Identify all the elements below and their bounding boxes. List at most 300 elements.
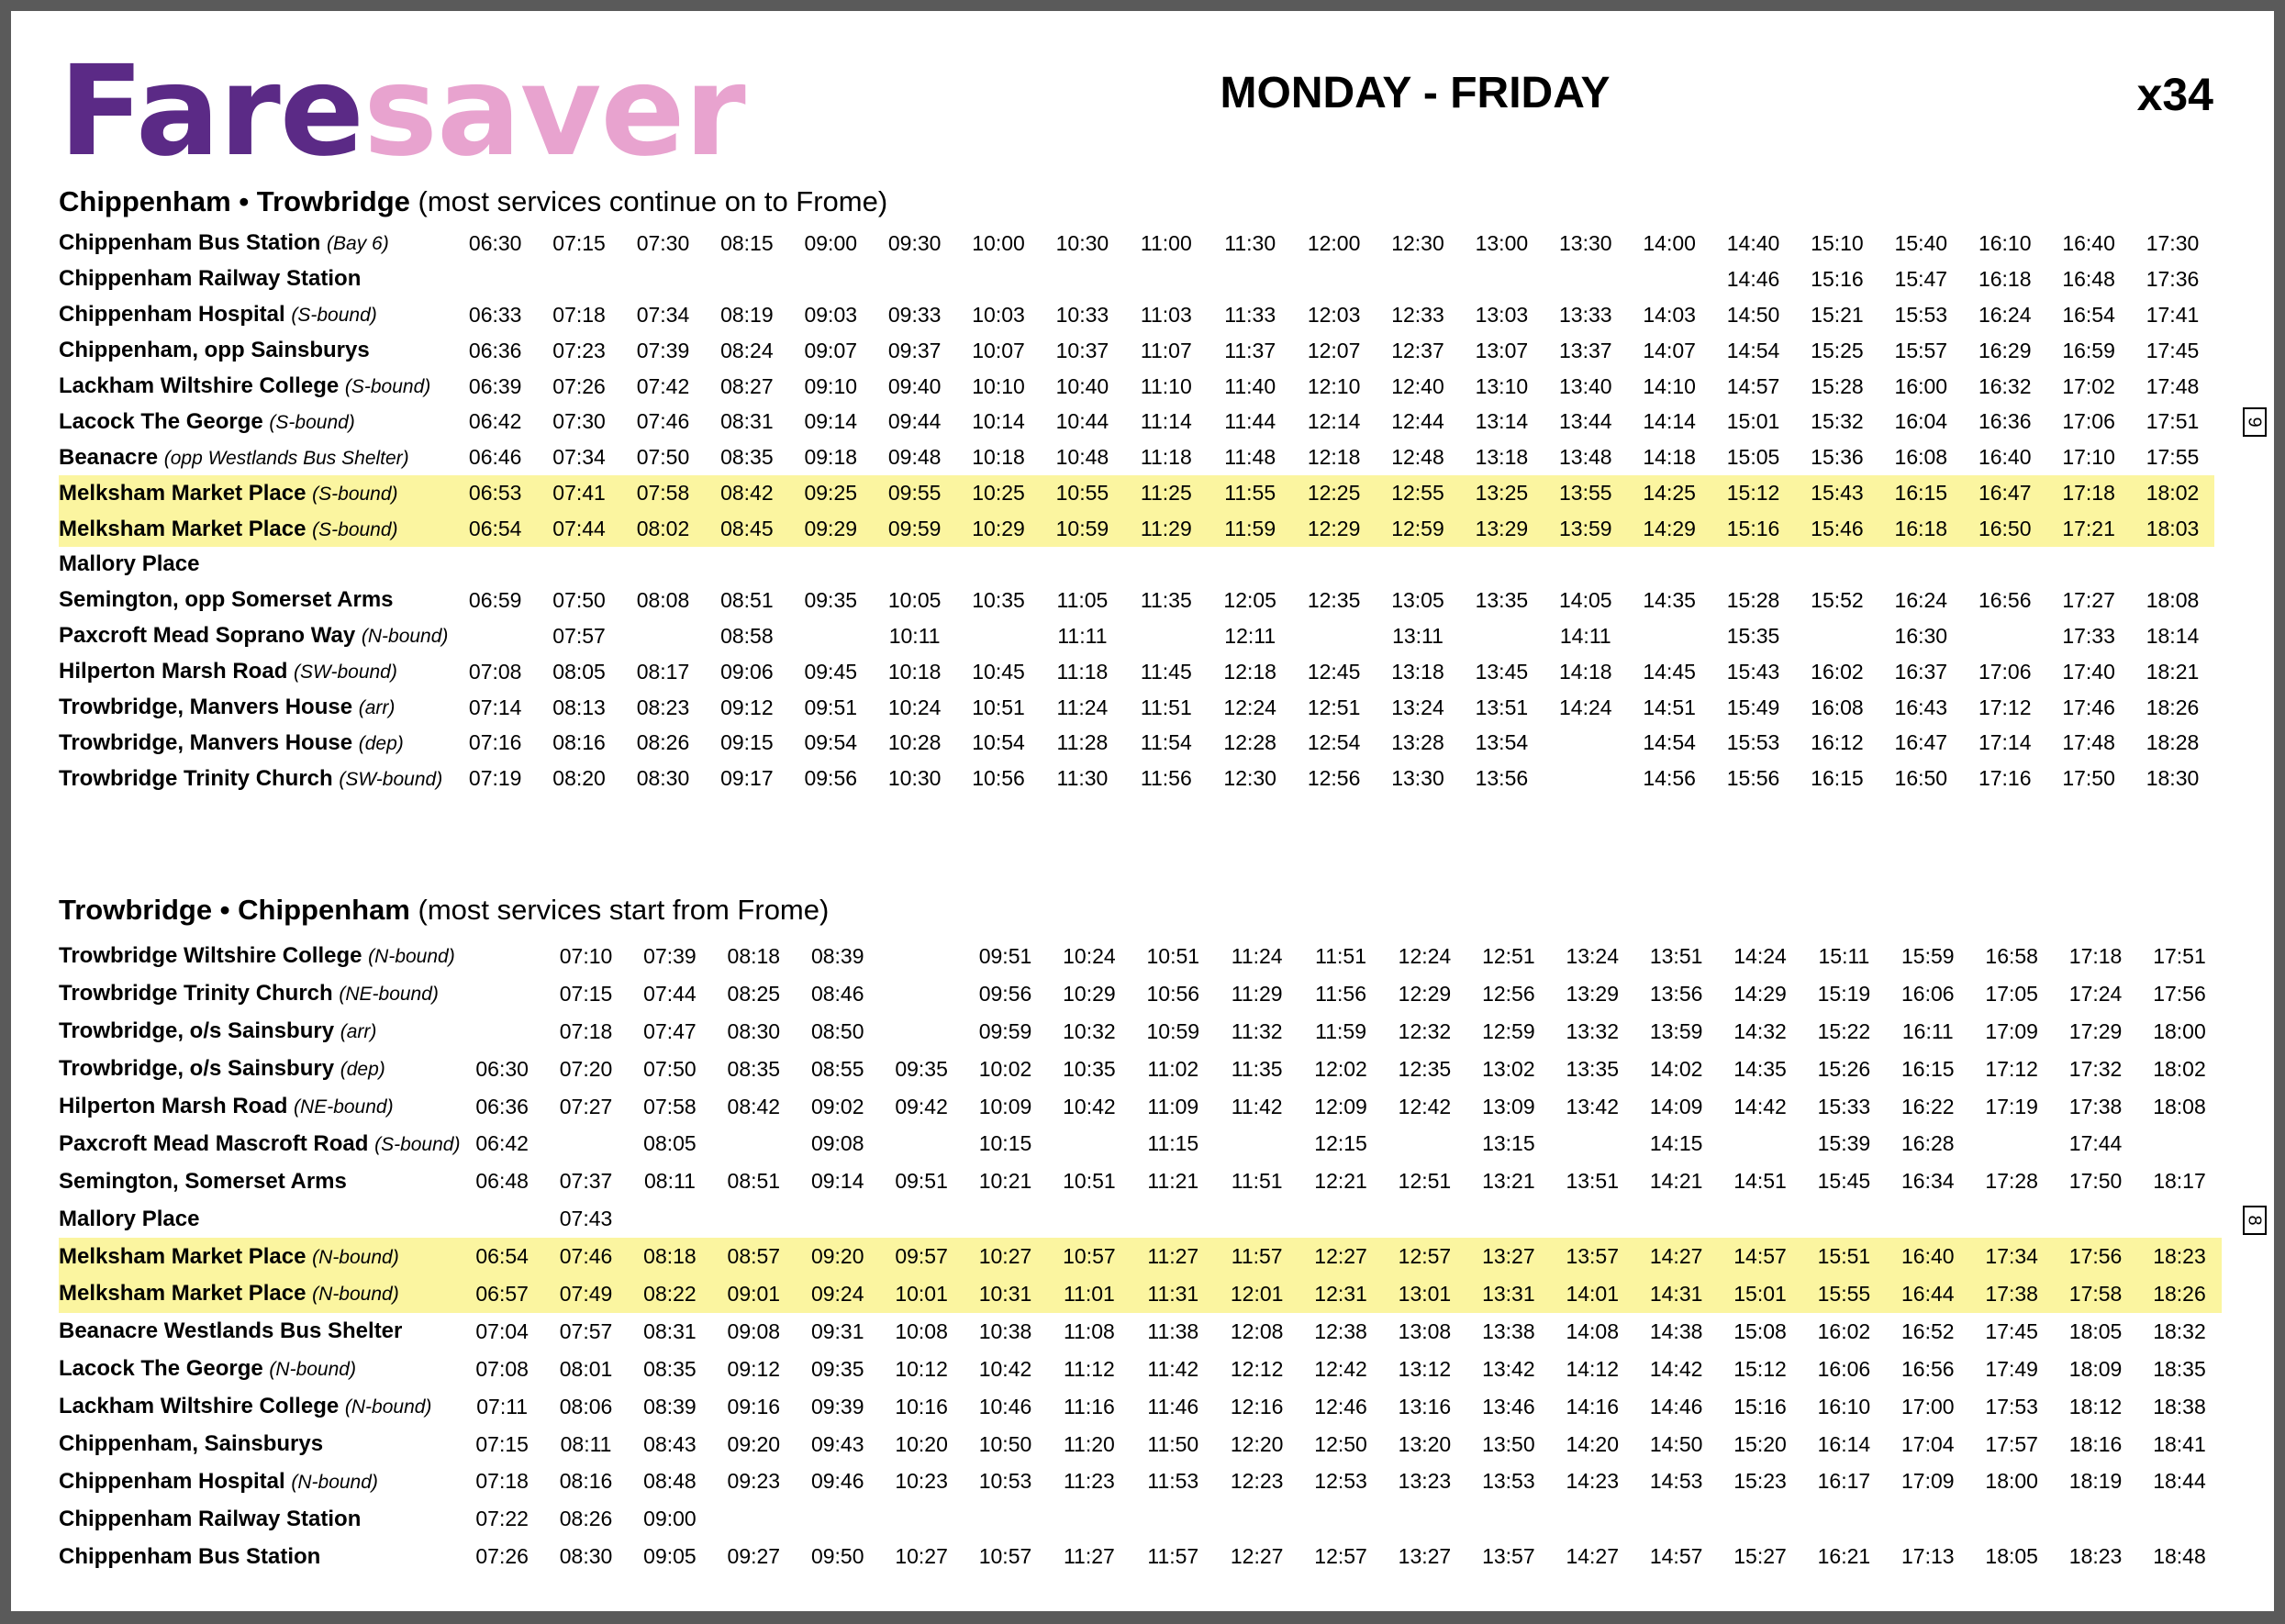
time-cell: 14:07 — [1643, 338, 1696, 362]
time-cell: 13:00 — [1475, 230, 1529, 255]
time-cell: 15:21 — [1811, 302, 1864, 327]
time-cell: 09:45 — [804, 659, 858, 684]
time-cell — [879, 1200, 963, 1238]
time-cell — [537, 547, 620, 583]
time-cell: 06:46 — [468, 445, 522, 470]
stop-cell — [59, 1275, 460, 1313]
page-tab-marker — [2243, 407, 2267, 437]
time-cell: 10:51 — [972, 695, 1025, 719]
time-cell: 10:42 — [1063, 1094, 1116, 1118]
time-cell: 14:27 — [1634, 1238, 1718, 1275]
timetable-row — [59, 1013, 2222, 1051]
time-cell: 13:30 — [1391, 766, 1444, 791]
time-cell: 18:28 — [2146, 730, 2200, 755]
time-cell: 13:48 — [1558, 445, 1612, 470]
time-cell: 16:15 — [1811, 766, 1864, 791]
time-cell: 07:30 — [636, 230, 690, 255]
time-cell: 13:35 — [1475, 587, 1529, 612]
time-cell: 08:35 — [720, 445, 774, 470]
time-cell: 12:15 — [1314, 1131, 1367, 1156]
time-cell — [460, 975, 543, 1013]
time-cell — [1292, 618, 1376, 654]
time-cell: 15:16 — [1711, 511, 1795, 547]
time-cell: 12:20 — [1230, 1431, 1284, 1456]
time-cell: 10:38 — [978, 1318, 1032, 1343]
timetable-row — [59, 1162, 2222, 1200]
time-cell — [712, 1500, 796, 1538]
time-cell: 09:08 — [810, 1131, 864, 1156]
time-cell: 07:47 — [643, 1018, 697, 1043]
time-cell: 15:10 — [1811, 230, 1864, 255]
time-cell: 13:16 — [1398, 1394, 1452, 1418]
time-cell: 16:50 — [1963, 511, 2046, 547]
time-cell: 13:57 — [1482, 1544, 1535, 1569]
stop-note: (N-bound) — [361, 626, 449, 648]
stop-cell — [59, 1051, 460, 1088]
time-cell: 09:20 — [727, 1431, 781, 1456]
time-cell: 13:12 — [1398, 1356, 1452, 1381]
time-cell: 16:32 — [1978, 373, 2032, 398]
time-cell — [1551, 1125, 1634, 1162]
time-cell: 11:46 — [1147, 1394, 1199, 1418]
time-cell: 16:24 — [1978, 302, 2032, 327]
time-cell: 10:27 — [895, 1544, 948, 1569]
time-cell — [1383, 1500, 1466, 1538]
time-cell: 11:16 — [1063, 1394, 1115, 1418]
time-cell: 08:57 — [712, 1238, 796, 1275]
time-cell: 13:27 — [1398, 1544, 1452, 1569]
time-cell — [1711, 547, 1795, 583]
time-cell: 08:22 — [628, 1275, 711, 1313]
time-cell: 17:33 — [2062, 623, 2115, 648]
stop-note: (dep) — [340, 1059, 385, 1081]
time-cell: 10:35 — [972, 587, 1025, 612]
time-cell: 17:12 — [1985, 1056, 2038, 1081]
time-cell: 15:28 — [1726, 587, 1780, 612]
time-cell: 12:42 — [1314, 1356, 1367, 1381]
time-cell: 10:00 — [972, 230, 1025, 255]
time-cell: 13:03 — [1475, 302, 1529, 327]
time-cell: 13:15 — [1482, 1131, 1535, 1156]
time-cell: 07:23 — [552, 338, 606, 362]
time-cell: 08:20 — [552, 766, 606, 791]
time-cell: 11:23 — [1063, 1469, 1115, 1494]
page-tab-label: 8 — [2245, 1215, 2265, 1226]
time-cell: 17:57 — [1985, 1431, 2038, 1456]
time-cell: 17:06 — [2062, 409, 2115, 434]
time-cell: 16:08 — [1811, 695, 1864, 719]
time-cell: 16:18 — [1978, 266, 2032, 291]
time-cell — [460, 1200, 543, 1238]
stop-name: Lackham Wiltshire College — [59, 373, 340, 398]
stop-name: Chippenham Bus Station — [59, 1543, 321, 1569]
time-cell: 08:02 — [621, 511, 705, 547]
stop-note: (N-bound) — [312, 1284, 399, 1306]
time-cell: 12:27 — [1230, 1544, 1284, 1569]
time-cell: 10:44 — [1055, 409, 1109, 434]
time-cell: 13:50 — [1482, 1431, 1535, 1456]
time-cell — [621, 547, 705, 583]
time-cell: 14:09 — [1649, 1094, 1703, 1118]
time-cell: 06:30 — [468, 230, 522, 255]
stop-cell — [59, 583, 453, 618]
time-cell: 13:55 — [1544, 475, 1627, 511]
time-cell: 13:24 — [1566, 943, 1620, 968]
time-cell: 07:58 — [621, 475, 705, 511]
time-cell: 08:17 — [636, 659, 690, 684]
time-cell: 11:18 — [1140, 445, 1192, 470]
time-cell — [879, 975, 963, 1013]
time-cell: 07:50 — [552, 587, 606, 612]
time-cell: 17:41 — [2146, 302, 2200, 327]
time-cell — [1460, 547, 1544, 583]
time-cell: 07:11 — [476, 1394, 529, 1418]
time-cell — [2054, 1500, 2137, 1538]
time-cell: 06:36 — [468, 338, 522, 362]
timetable-page — [11, 11, 2274, 1611]
time-cell: 15:36 — [1811, 445, 1864, 470]
time-cell: 17:18 — [2068, 943, 2123, 968]
time-cell — [1383, 1125, 1466, 1162]
stop-name: Chippenham Railway Station — [59, 1506, 362, 1531]
timetable-row — [59, 1275, 2222, 1313]
time-cell: 06:42 — [475, 1131, 529, 1156]
time-cell: 07:46 — [636, 409, 690, 434]
time-cell: 12:31 — [1299, 1275, 1382, 1313]
time-cell: 09:33 — [887, 302, 942, 327]
time-cell: 08:26 — [636, 730, 690, 755]
time-cell: 13:18 — [1475, 445, 1529, 470]
timetable-row — [59, 511, 2214, 547]
time-cell: 11:57 — [1147, 1544, 1199, 1569]
timetable-row — [59, 938, 2222, 975]
time-cell: 12:24 — [1398, 943, 1452, 968]
time-cell: 10:01 — [879, 1275, 963, 1313]
time-cell: 12:57 — [1383, 1238, 1466, 1275]
time-cell: 11:56 — [1315, 981, 1366, 1006]
time-cell: 09:43 — [810, 1431, 864, 1456]
time-cell — [621, 618, 705, 654]
time-cell: 18:23 — [2068, 1544, 2123, 1569]
stop-name: Beanacre — [59, 444, 159, 470]
time-cell: 17:06 — [1978, 659, 2032, 684]
stop-cell — [59, 725, 453, 761]
time-cell: 10:02 — [978, 1056, 1032, 1081]
time-cell: 14:53 — [1649, 1469, 1703, 1494]
time-cell: 12:48 — [1391, 445, 1444, 470]
time-cell: 14:14 — [1643, 409, 1696, 434]
time-cell: 13:11 — [1392, 623, 1443, 648]
time-cell: 11:00 — [1140, 230, 1192, 255]
stop-name: Semington, opp Somerset Arms — [59, 587, 394, 613]
stop-cell — [59, 369, 453, 405]
time-cell: 13:51 — [1649, 943, 1703, 968]
time-cell — [789, 547, 873, 583]
time-cell — [2054, 1200, 2137, 1238]
timetable-row — [59, 1351, 2222, 1388]
stop-name: Semington, Somerset Arms — [59, 1168, 347, 1194]
time-cell — [1460, 261, 1544, 297]
time-cell — [1466, 1500, 1550, 1538]
time-cell: 14:27 — [1566, 1544, 1620, 1569]
time-cell: 13:23 — [1398, 1469, 1452, 1494]
time-cell: 07:41 — [537, 475, 620, 511]
time-cell: 10:31 — [964, 1275, 1047, 1313]
time-cell: 13:30 — [1558, 230, 1612, 255]
inbound-section-title — [59, 894, 829, 927]
time-cell: 10:45 — [972, 659, 1025, 684]
time-cell: 13:29 — [1460, 511, 1544, 547]
time-cell: 07:15 — [475, 1431, 529, 1456]
time-cell: 12:59 — [1376, 511, 1459, 547]
stop-note: (N-bound) — [344, 1396, 432, 1418]
time-cell — [796, 1200, 879, 1238]
time-cell: 13:21 — [1482, 1169, 1535, 1194]
time-cell: 08:39 — [643, 1394, 697, 1418]
time-cell: 14:16 — [1566, 1394, 1620, 1418]
time-cell: 07:58 — [643, 1094, 697, 1118]
time-cell: 14:38 — [1649, 1318, 1703, 1343]
time-cell: 13:25 — [1460, 475, 1544, 511]
time-cell: 14:23 — [1566, 1469, 1620, 1494]
time-cell — [1047, 1500, 1131, 1538]
time-cell: 12:55 — [1376, 475, 1459, 511]
time-cell: 12:03 — [1307, 302, 1361, 327]
stop-name: Chippenham Hospital — [59, 302, 285, 328]
time-cell: 15:26 — [1817, 1056, 1871, 1081]
time-cell — [1131, 1200, 1215, 1238]
stop-cell — [59, 654, 453, 690]
time-cell — [712, 1200, 796, 1238]
time-cell: 14:35 — [1643, 587, 1696, 612]
stop-note: (Bay 6) — [327, 233, 389, 255]
stop-name: Lackham Wiltshire College — [59, 1394, 340, 1419]
stop-note: (SW-bound) — [294, 662, 397, 684]
stop-name: Melksham Market Place — [59, 516, 307, 541]
time-cell: 16:40 — [1886, 1238, 1969, 1275]
timetable-row — [59, 583, 2214, 618]
time-cell — [1292, 547, 1376, 583]
outbound-title: Chippenham • Trowbridge — [59, 185, 410, 217]
time-cell: 06:42 — [468, 409, 522, 434]
time-cell — [1299, 1500, 1382, 1538]
time-cell: 06:54 — [453, 511, 537, 547]
time-cell: 12:56 — [1307, 766, 1361, 791]
time-cell: 10:14 — [972, 409, 1025, 434]
time-cell: 10:12 — [895, 1356, 948, 1381]
time-cell: 11:42 — [1147, 1356, 1199, 1381]
time-cell: 09:48 — [887, 445, 942, 470]
time-cell: 15:11 — [1818, 943, 1870, 968]
time-cell: 12:01 — [1215, 1275, 1299, 1313]
stop-name: Melksham Market Place — [59, 1281, 307, 1307]
time-cell: 14:24 — [1733, 943, 1787, 968]
time-cell — [1627, 547, 1711, 583]
stop-cell — [59, 1162, 460, 1200]
time-cell: 08:30 — [636, 766, 690, 791]
time-cell: 14:18 — [1558, 659, 1612, 684]
time-cell: 15:55 — [1802, 1275, 1886, 1313]
time-cell: 07:20 — [559, 1056, 613, 1081]
time-cell: 16:40 — [1978, 445, 2032, 470]
time-cell — [1634, 1200, 1718, 1238]
time-cell: 08:15 — [720, 230, 774, 255]
time-cell: 07:16 — [468, 730, 522, 755]
time-cell: 12:11 — [1224, 623, 1276, 648]
time-cell: 17:53 — [1985, 1394, 2038, 1418]
time-cell: 14:29 — [1627, 511, 1711, 547]
time-cell: 14:54 — [1643, 730, 1696, 755]
time-cell — [2046, 547, 2130, 583]
time-cell — [1802, 1200, 1886, 1238]
stop-cell — [59, 1538, 460, 1575]
time-cell: 09:14 — [810, 1169, 864, 1194]
time-cell: 12:37 — [1391, 338, 1444, 362]
time-cell: 14:46 — [1649, 1394, 1703, 1418]
time-cell — [705, 261, 788, 297]
stop-cell — [59, 1238, 460, 1275]
stop-cell — [59, 475, 453, 511]
time-cell: 10:11 — [888, 623, 941, 648]
time-cell — [537, 261, 620, 297]
time-cell: 18:02 — [2153, 1056, 2206, 1081]
time-cell — [1551, 1200, 1634, 1238]
stop-name: Chippenham Bus Station — [59, 230, 321, 256]
time-cell: 09:29 — [789, 511, 873, 547]
time-cell: 17:46 — [2062, 695, 2115, 719]
timetable-row — [59, 725, 2214, 761]
time-cell — [1718, 1200, 1801, 1238]
time-cell — [460, 1013, 543, 1051]
time-cell: 08:16 — [552, 730, 606, 755]
time-cell: 17:05 — [1985, 981, 2038, 1006]
time-cell: 16:30 — [1894, 623, 1948, 648]
stop-cell — [59, 1313, 460, 1351]
stop-name: Trowbridge, o/s Sainsbury — [59, 1056, 335, 1082]
time-cell: 10:25 — [956, 475, 1040, 511]
stop-name: Trowbridge, o/s Sainsbury — [59, 1018, 335, 1044]
time-cell: 12:12 — [1230, 1356, 1284, 1381]
time-cell: 09:10 — [804, 373, 858, 398]
time-cell: 12:09 — [1314, 1094, 1367, 1118]
time-cell: 13:32 — [1566, 1018, 1620, 1043]
time-cell: 15:01 — [1726, 409, 1780, 434]
time-cell: 18:17 — [2153, 1169, 2206, 1194]
time-cell: 12:35 — [1307, 587, 1361, 612]
time-cell: 11:08 — [1063, 1318, 1115, 1343]
time-cell: 11:45 — [1140, 659, 1192, 684]
time-cell: 06:57 — [460, 1275, 543, 1313]
timetable-row — [59, 1538, 2222, 1575]
time-cell: 11:31 — [1131, 1275, 1215, 1313]
route-number: x34 — [2136, 69, 2213, 120]
time-cell: 12:27 — [1299, 1238, 1382, 1275]
time-cell: 17:13 — [1901, 1544, 1955, 1569]
timetable-row — [59, 1313, 2222, 1351]
time-cell: 09:18 — [804, 445, 858, 470]
time-cell: 12:51 — [1307, 695, 1361, 719]
time-cell: 08:31 — [643, 1318, 697, 1343]
time-cell: 09:05 — [643, 1544, 697, 1569]
time-cell: 09:51 — [978, 943, 1032, 968]
time-cell: 16:17 — [1817, 1469, 1871, 1494]
time-cell: 15:23 — [1733, 1469, 1787, 1494]
time-cell: 10:57 — [1047, 1238, 1131, 1275]
time-cell: 15:57 — [1894, 338, 1948, 362]
time-cell — [705, 547, 788, 583]
time-cell: 16:18 — [1879, 511, 1963, 547]
time-cell: 11:28 — [1056, 730, 1109, 755]
time-cell: 07:57 — [552, 623, 606, 648]
time-cell: 12:56 — [1482, 981, 1535, 1006]
time-cell: 16:14 — [1817, 1431, 1871, 1456]
day-title: MONDAY - FRIDAY — [1220, 69, 1611, 117]
time-cell: 13:38 — [1482, 1318, 1535, 1343]
time-cell — [956, 547, 1040, 583]
time-cell: 08:51 — [727, 1169, 781, 1194]
time-cell: 09:07 — [804, 338, 858, 362]
time-cell: 06:39 — [468, 373, 522, 398]
time-cell — [796, 1500, 879, 1538]
time-cell: 13:59 — [1649, 1018, 1703, 1043]
timetable-row — [59, 404, 2214, 439]
stop-name: Mallory Place — [59, 1206, 200, 1231]
time-cell: 12:32 — [1398, 1018, 1452, 1043]
stop-name: Melksham Market Place — [59, 480, 307, 506]
time-cell: 08:46 — [810, 981, 864, 1006]
time-cell — [873, 261, 956, 297]
time-cell: 17:00 — [1901, 1394, 1955, 1418]
time-cell: 11:59 — [1209, 511, 1292, 547]
stop-name: Chippenham, Sainsburys — [59, 1431, 324, 1457]
time-cell: 09:51 — [895, 1169, 948, 1194]
time-cell — [956, 618, 1040, 654]
time-cell: 15:46 — [1795, 511, 1878, 547]
stop-cell — [59, 1351, 460, 1388]
time-cell: 09:00 — [804, 230, 858, 255]
timetable-row — [59, 690, 2214, 726]
time-cell: 11:55 — [1209, 475, 1292, 511]
timetable-row — [59, 1388, 2222, 1426]
time-cell: 08:01 — [559, 1356, 613, 1381]
time-cell: 12:40 — [1391, 373, 1444, 398]
time-cell: 08:51 — [720, 587, 774, 612]
time-cell — [1627, 618, 1711, 654]
time-cell: 07:43 — [559, 1207, 613, 1231]
time-cell — [1963, 618, 2046, 654]
time-cell: 08:11 — [560, 1431, 612, 1456]
time-cell: 16:56 — [1978, 587, 2032, 612]
timetable-row — [59, 1051, 2222, 1088]
stop-cell — [59, 439, 453, 475]
time-cell: 08:31 — [720, 409, 774, 434]
time-cell: 17:14 — [1978, 730, 2032, 755]
time-cell: 09:57 — [879, 1238, 963, 1275]
time-cell — [1970, 1125, 2054, 1162]
time-cell — [873, 547, 956, 583]
time-cell: 10:09 — [978, 1094, 1032, 1118]
time-cell: 11:12 — [1063, 1356, 1115, 1381]
time-cell: 13:42 — [1566, 1094, 1620, 1118]
time-cell: 11:30 — [1224, 230, 1276, 255]
time-cell: 14:24 — [1558, 695, 1612, 719]
time-cell: 18:12 — [2068, 1394, 2123, 1418]
time-cell: 06:48 — [475, 1169, 529, 1194]
time-cell: 14:51 — [1643, 695, 1696, 719]
time-cell — [2131, 547, 2214, 583]
time-cell: 08:05 — [643, 1131, 697, 1156]
time-cell: 10:40 — [1055, 373, 1109, 398]
